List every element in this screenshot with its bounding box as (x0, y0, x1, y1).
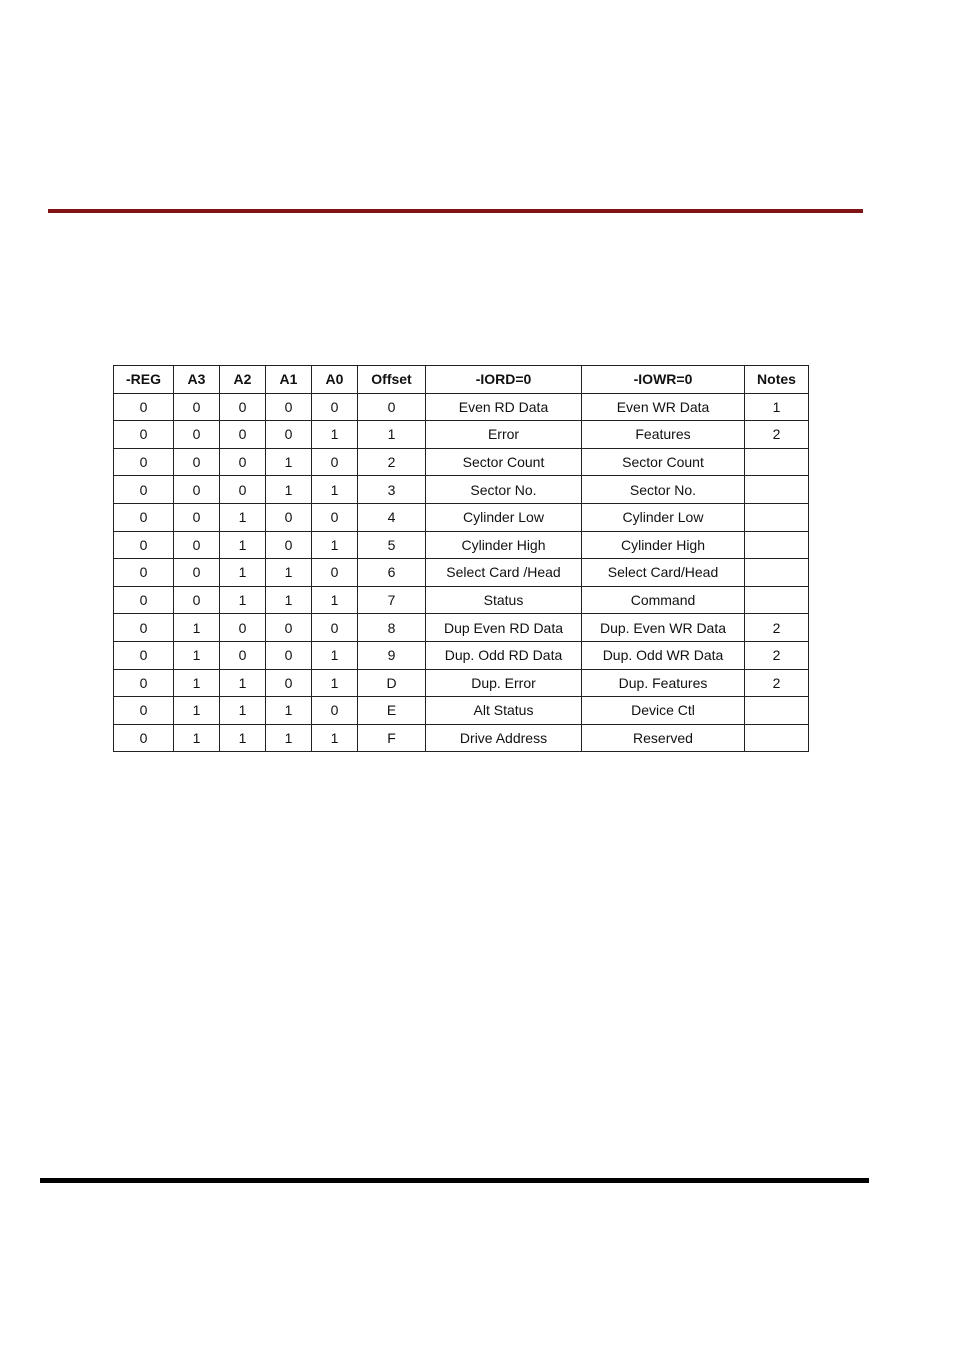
cell-a3: 0 (174, 421, 220, 449)
table-row (114, 697, 809, 725)
cell-a2: 0 (220, 421, 266, 449)
cell-iowr: Sector No. (582, 476, 745, 504)
cell-iord: Cylinder High (426, 531, 582, 559)
cell-a3: 1 (174, 614, 220, 642)
cell-iowr: Even WR Data (582, 393, 745, 421)
cell-reg: 0 (114, 724, 174, 752)
cell-a1: 1 (266, 559, 312, 587)
cell-reg: 0 (114, 669, 174, 697)
cell-a2: 1 (220, 503, 266, 531)
cell-a2: 1 (220, 531, 266, 559)
cell-notes (745, 724, 809, 752)
cell-offset: 8 (358, 614, 426, 642)
cell-iord: Dup. Error (426, 669, 582, 697)
cell-reg: 0 (114, 503, 174, 531)
footer-rule (40, 1178, 869, 1183)
table-row (114, 559, 809, 587)
cell-offset: 1 (358, 421, 426, 449)
cell-notes (745, 503, 809, 531)
cell-iowr: Cylinder High (582, 531, 745, 559)
cell-iowr: Reserved (582, 724, 745, 752)
cell-a0: 0 (312, 393, 358, 421)
cell-reg: 0 (114, 614, 174, 642)
cell-a1: 1 (266, 448, 312, 476)
table-row (114, 586, 809, 614)
cell-a2: 1 (220, 697, 266, 725)
cell-offset: 5 (358, 531, 426, 559)
cell-a0: 0 (312, 559, 358, 587)
cell-a2: 0 (220, 641, 266, 669)
cell-reg: 0 (114, 448, 174, 476)
cell-iowr: Device Ctl (582, 697, 745, 725)
header-rule (48, 209, 863, 213)
column-header-iowr: -IOWR=0 (582, 366, 745, 394)
cell-reg: 0 (114, 393, 174, 421)
cell-a0: 1 (312, 641, 358, 669)
cell-notes (745, 697, 809, 725)
cell-iowr: Dup. Even WR Data (582, 614, 745, 642)
cell-iord: Alt Status (426, 697, 582, 725)
cell-offset: 4 (358, 503, 426, 531)
cell-a1: 1 (266, 476, 312, 504)
cell-reg: 0 (114, 641, 174, 669)
cell-a1: 0 (266, 614, 312, 642)
cell-a1: 1 (266, 586, 312, 614)
cell-a0: 0 (312, 503, 358, 531)
cell-iord: Status (426, 586, 582, 614)
cell-a2: 0 (220, 476, 266, 504)
cell-a1: 1 (266, 697, 312, 725)
cell-iowr: Dup. Odd WR Data (582, 641, 745, 669)
cell-iord: Select Card /Head (426, 559, 582, 587)
table-row (114, 531, 809, 559)
cell-iord: Even RD Data (426, 393, 582, 421)
cell-iowr: Sector Count (582, 448, 745, 476)
cell-a3: 1 (174, 697, 220, 725)
cell-a3: 0 (174, 448, 220, 476)
cell-notes: 2 (745, 421, 809, 449)
column-header-offset: Offset (358, 366, 426, 394)
cell-iowr: Cylinder Low (582, 503, 745, 531)
cell-a0: 0 (312, 697, 358, 725)
table-row (114, 393, 809, 421)
cell-reg: 0 (114, 476, 174, 504)
column-header-notes: Notes (745, 366, 809, 394)
table-row (114, 476, 809, 504)
cell-notes: 2 (745, 614, 809, 642)
cell-a0: 1 (312, 586, 358, 614)
cell-iowr: Select Card/Head (582, 559, 745, 587)
cell-a0: 1 (312, 669, 358, 697)
cell-iord: Drive Address (426, 724, 582, 752)
cell-reg: 0 (114, 697, 174, 725)
cell-reg: 0 (114, 421, 174, 449)
cell-a2: 0 (220, 448, 266, 476)
cell-a1: 0 (266, 421, 312, 449)
cell-iord: Dup. Odd RD Data (426, 641, 582, 669)
cell-a3: 0 (174, 476, 220, 504)
table-body (114, 393, 809, 752)
cell-iord: Sector Count (426, 448, 582, 476)
cell-a2: 1 (220, 724, 266, 752)
column-header-a3: A3 (174, 366, 220, 394)
cell-a3: 0 (174, 503, 220, 531)
cell-a1: 1 (266, 724, 312, 752)
cell-offset: 2 (358, 448, 426, 476)
cell-a2: 0 (220, 614, 266, 642)
cell-offset: 6 (358, 559, 426, 587)
cell-offset: 3 (358, 476, 426, 504)
cell-a1: 0 (266, 393, 312, 421)
column-header-a1: A1 (266, 366, 312, 394)
cell-a3: 0 (174, 531, 220, 559)
cell-notes: 2 (745, 669, 809, 697)
table-row (114, 669, 809, 697)
table-row (114, 641, 809, 669)
cell-a1: 0 (266, 641, 312, 669)
cell-offset: F (358, 724, 426, 752)
cell-iowr: Command (582, 586, 745, 614)
cell-notes (745, 448, 809, 476)
cell-a2: 0 (220, 393, 266, 421)
cell-a0: 1 (312, 531, 358, 559)
cell-a2: 1 (220, 669, 266, 697)
table-row (114, 614, 809, 642)
cell-a3: 0 (174, 393, 220, 421)
register-address-table (113, 365, 809, 752)
cell-iord: Dup Even RD Data (426, 614, 582, 642)
cell-notes (745, 559, 809, 587)
cell-notes: 1 (745, 393, 809, 421)
cell-iord: Error (426, 421, 582, 449)
table-row (114, 503, 809, 531)
column-header-a2: A2 (220, 366, 266, 394)
cell-iord: Cylinder Low (426, 503, 582, 531)
cell-offset: E (358, 697, 426, 725)
cell-a0: 0 (312, 614, 358, 642)
cell-offset: D (358, 669, 426, 697)
cell-a2: 1 (220, 586, 266, 614)
cell-offset: 7 (358, 586, 426, 614)
cell-notes (745, 476, 809, 504)
column-header-reg: -REG (114, 366, 174, 394)
cell-reg: 0 (114, 586, 174, 614)
cell-a3: 0 (174, 559, 220, 587)
cell-notes (745, 531, 809, 559)
cell-notes (745, 586, 809, 614)
cell-iord: Sector No. (426, 476, 582, 504)
cell-reg: 0 (114, 531, 174, 559)
cell-a0: 1 (312, 476, 358, 504)
column-header-iord: -IORD=0 (426, 366, 582, 394)
cell-offset: 9 (358, 641, 426, 669)
table-row (114, 724, 809, 752)
cell-a3: 1 (174, 724, 220, 752)
cell-reg: 0 (114, 559, 174, 587)
cell-a0: 0 (312, 448, 358, 476)
cell-a1: 0 (266, 503, 312, 531)
cell-a0: 1 (312, 724, 358, 752)
cell-a1: 0 (266, 669, 312, 697)
cell-offset: 0 (358, 393, 426, 421)
cell-a2: 1 (220, 559, 266, 587)
table-row (114, 421, 809, 449)
table-row (114, 448, 809, 476)
cell-notes: 2 (745, 641, 809, 669)
cell-a0: 1 (312, 421, 358, 449)
cell-a1: 0 (266, 531, 312, 559)
cell-a3: 1 (174, 669, 220, 697)
cell-a3: 0 (174, 586, 220, 614)
cell-iowr: Dup. Features (582, 669, 745, 697)
table-header-row (114, 366, 809, 394)
cell-a3: 1 (174, 641, 220, 669)
column-header-a0: A0 (312, 366, 358, 394)
cell-iowr: Features (582, 421, 745, 449)
